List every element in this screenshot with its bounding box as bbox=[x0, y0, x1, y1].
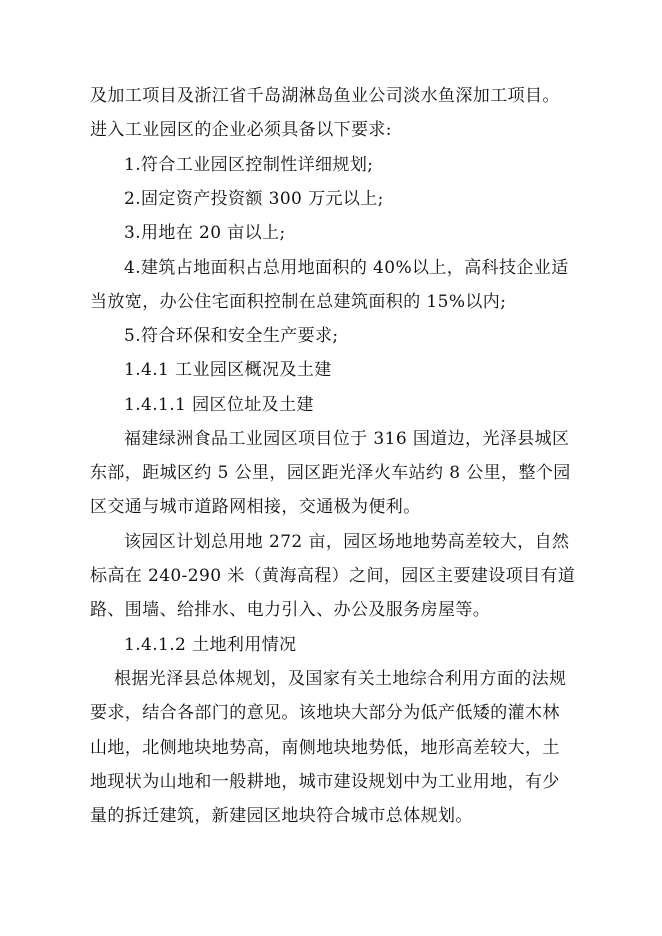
requirement-item: 3.用地在 20 亩以上; bbox=[124, 223, 286, 243]
text-line: 要求，结合各部门的意见。该地块大部分为低产低矮的灌木林 bbox=[90, 703, 560, 723]
text-line: 进入工业园区的企业必须具备以下要求: bbox=[90, 120, 392, 140]
requirement-item: 5.符合环保和安全生产要求; bbox=[124, 326, 339, 346]
text-line: 根据光泽县总体规划，及国家有关土地综合利用方面的法规 bbox=[114, 669, 567, 689]
text-line: 福建绿洲食品工业园区项目位于 316 国道边，光泽县城区 bbox=[124, 429, 570, 449]
text-line: 路、围墙、给排水、电力引入、办公及服务房屋等。 bbox=[90, 600, 491, 620]
requirement-item: 1.符合工业园区控制性详细规划; bbox=[124, 155, 374, 175]
text-line: 该园区计划总用地 272 亩，园区场地地势高差较大，自然 bbox=[124, 532, 570, 552]
requirement-item: 4.建筑占地面积占总用地面积的 40%以上，高科技企业适 bbox=[124, 258, 569, 278]
section-heading: 1.4.1 工业园区概况及土建 bbox=[124, 360, 332, 380]
text-line: 东部，距城区约 5 公里，园区距光泽火车站约 8 公里，整个园 bbox=[90, 463, 571, 483]
subsection-heading: 1.4.1.2 土地利用情况 bbox=[124, 635, 297, 655]
text-line: 区交通与城市道路网相接，交通极为便利。 bbox=[90, 497, 421, 517]
text-line: 地现状为山地和一般耕地，城市建设规划中为工业用地，有少 bbox=[90, 772, 560, 792]
requirement-item-continuation: 当放宽，办公住宅面积控制在总建筑面积的 15%以内; bbox=[90, 292, 507, 312]
text-line: 量的拆迁建筑，新建园区地块符合城市总体规划。 bbox=[90, 806, 473, 826]
text-line: 标高在 240-290 米（黄海高程）之间，园区主要建设项目有道 bbox=[90, 566, 576, 586]
text-line: 及加工项目及浙江省千岛湖淋岛鱼业公司淡水鱼深加工项目。 bbox=[90, 86, 560, 106]
subsection-heading: 1.4.1.1 园区位址及土建 bbox=[124, 395, 314, 415]
text-line: 山地，北侧地块地势高，南侧地块地势低，地形高差较大，土 bbox=[90, 738, 560, 758]
requirement-item: 2.固定资产投资额 300 万元以上; bbox=[124, 189, 384, 209]
